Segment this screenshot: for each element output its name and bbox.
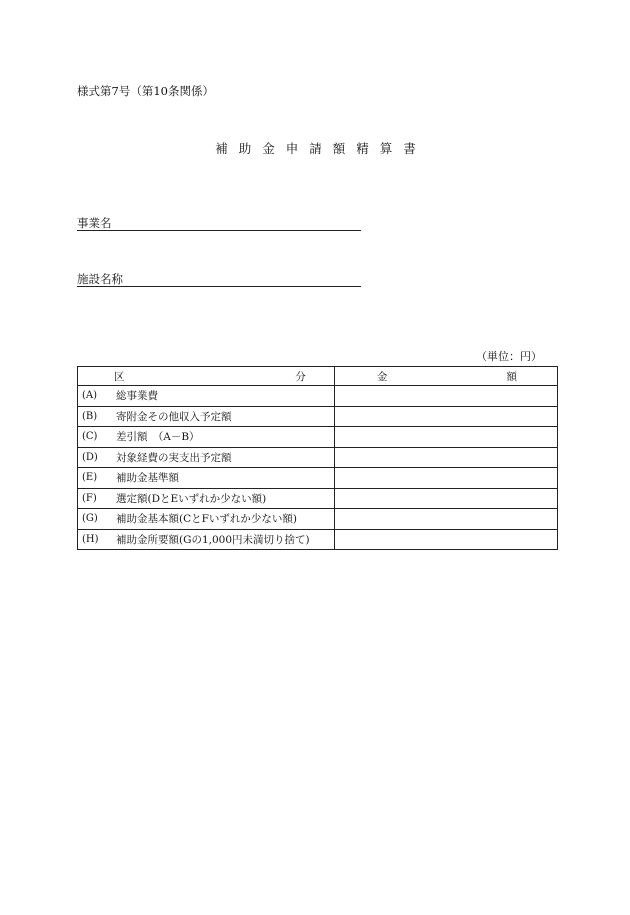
table-row xyxy=(78,529,558,550)
project-name-label: 事業名 xyxy=(77,216,112,230)
row-amount-cell[interactable] xyxy=(334,447,557,468)
row-label: 寄附金その他収入予定額 xyxy=(116,410,232,423)
row-category xyxy=(78,447,335,468)
row-amount-cell[interactable] xyxy=(334,427,557,448)
row-label: 補助金基準額 xyxy=(116,472,179,485)
row-amount-cell[interactable] xyxy=(334,488,557,509)
row-label: 補助金所要額(Gの1,000円未満切り捨て) xyxy=(116,533,310,546)
row-category xyxy=(78,468,335,489)
table-row xyxy=(78,468,558,489)
row-label: 対象経費の実支出予定額 xyxy=(116,451,232,464)
header-amount-left: 金 xyxy=(376,370,388,383)
form-number: 様式第7号（第10条関係） xyxy=(77,84,214,98)
row-category xyxy=(78,427,335,448)
project-name-field[interactable] xyxy=(77,216,361,231)
row-label: 補助金基本額(CとFいずれか少ない額) xyxy=(116,513,298,526)
row-category xyxy=(78,529,335,550)
row-letter: (A) xyxy=(82,390,98,402)
row-amount-cell[interactable] xyxy=(334,529,557,550)
row-label: 選定額(DとEいずれか少ない額) xyxy=(116,492,267,505)
row-label: 総事業費 xyxy=(116,390,158,403)
header-category-left: 区 xyxy=(114,370,125,383)
unit-note: （単位：円） xyxy=(476,350,542,363)
header-amount xyxy=(334,367,557,386)
table-row xyxy=(78,509,558,530)
table-row xyxy=(78,447,558,468)
row-category xyxy=(78,509,335,530)
document-title: 補助金申請額精算書 xyxy=(215,141,427,156)
row-amount-cell[interactable] xyxy=(334,509,557,530)
row-amount-cell[interactable] xyxy=(334,468,557,489)
row-letter: (H) xyxy=(82,533,99,545)
row-letter: (D) xyxy=(82,451,98,463)
settlement-table xyxy=(77,366,558,550)
row-letter: (F) xyxy=(82,492,97,504)
table-header-row xyxy=(78,367,558,386)
header-category xyxy=(78,367,335,386)
row-label: 差引額 （A－B） xyxy=(116,431,200,444)
row-category xyxy=(78,386,335,407)
table-row xyxy=(78,386,558,407)
row-letter: (B) xyxy=(82,410,98,422)
table-row xyxy=(78,488,558,509)
table-row xyxy=(78,427,558,448)
table-row xyxy=(78,406,558,427)
row-category xyxy=(78,406,335,427)
header-amount-right: 額 xyxy=(506,370,517,383)
facility-name-label: 施設名称 xyxy=(77,272,123,286)
row-letter: (C) xyxy=(82,431,98,443)
row-amount-cell[interactable] xyxy=(334,386,557,407)
facility-name-field[interactable] xyxy=(77,272,361,287)
row-category xyxy=(78,488,335,509)
header-category-right: 分 xyxy=(295,370,306,383)
row-letter: (E) xyxy=(82,472,98,484)
row-amount-cell[interactable] xyxy=(334,406,557,427)
row-letter: (G) xyxy=(82,513,98,525)
